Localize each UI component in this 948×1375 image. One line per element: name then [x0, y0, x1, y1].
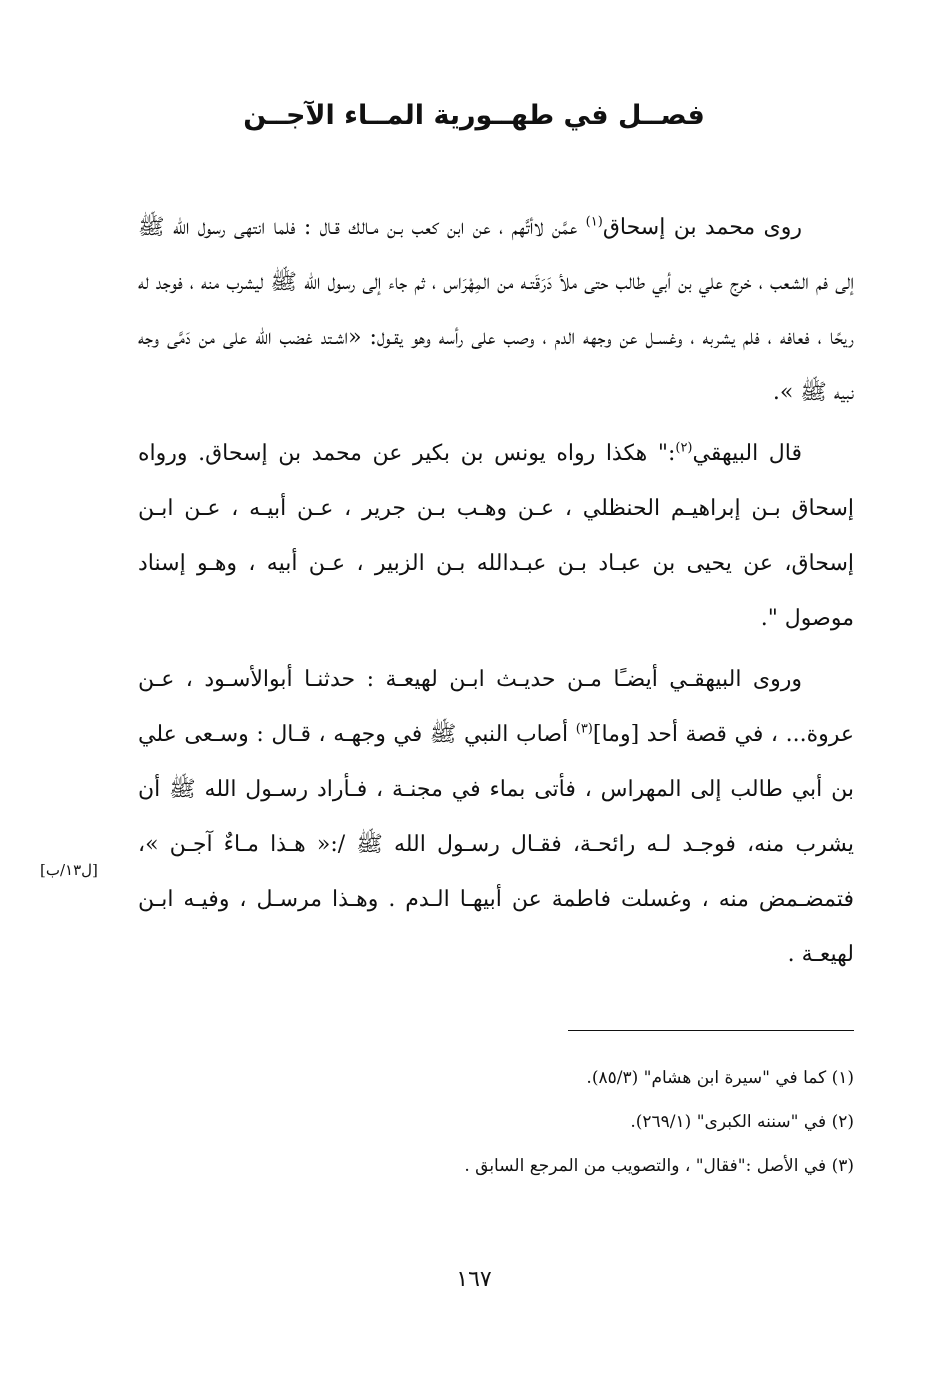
footnote-ref-1[interactable]: (١) [585, 214, 603, 230]
footnotes [138, 1056, 854, 1188]
chapter-title: فصــل في طهــورية المــاء الآجــن [243, 100, 705, 131]
page-number: ١٦٧ [456, 1267, 492, 1292]
paragraph-2 [138, 426, 854, 646]
paragraph-text: أصاب النبي ﷺ في وجهـه ، قـال : وسـعى علي بن أبي طالب إلى المهراس ، فأتى بماء في مجنـة ، فـأراد رسـول الله ﷺ أن يشرب منه، فوجـد لـه رائحـة، فقـال رسـول الله ﷺ /:« هـذا مـاءٌ آجـن »، فتمضـمض منه ، وغسلت فاطمة عن أبيهـا الـدم . وهـذا مرسـل ، وفيـه ابـن لهيعـة . [138, 722, 854, 967]
footnote-2: (٢) في "سننه الكبرى" (٢٦٩/١). [630, 1112, 854, 1132]
paragraph-text: :" هكذا رواه يونس بن بكير عن محمد بن إسحاق. ورواه إسحاق بـن إبراهيـم الحنظلي ، عـن وهـب بـن جرير ، عـن أبيـه ، عـن ابـن إسحاق، عن يحيى بن عبـاد بـن عبـدالله بـن الزبير ، عـن أبيه ، وهـو إسناد موصول ". [138, 441, 854, 631]
paragraph-text: وروى البيهقـي أيضـًا مـن حديـث ابـن لهيعـة : حدثنـا أبوالأسـود ، عـن عروة... ، في قصة أحد [وما] [138, 667, 854, 747]
footnote-1: (١) كما في "سيرة ابن هشام" (٨٥/٣). [586, 1068, 854, 1088]
footnote-divider [568, 1030, 854, 1031]
manuscript-folio-note: [ل١٣/ب] [40, 861, 98, 879]
paragraph-text: روى محمد بن إسحاق [602, 215, 803, 240]
footnote-ref-2[interactable]: (٢) [675, 440, 693, 456]
paragraph-text: عمَّن لاأتَّهم ، عن ابن كعب بـن مـالك قـال : فلما انتهى رسول الله ﷺ إلى فم الشعب ، خرج علي بن أبي طالب حتى ملأ دَرَقَتـه من المِهْرَاس ، ثم جاء إلى رسول الله ﷺ ليشرب منه ، فوجد له ريحًا ، فعافه ، فلم يشربه ، وغسـل عن وجهه الدم ، وصب على رأسه وهو يقـول: «اشـتد غضب الله على من دَمَّى وجه نبيه ﷺ ». [138, 215, 854, 405]
footnote-ref-3[interactable]: (٣) [575, 721, 593, 737]
paragraph-text: قال البيهقي [692, 441, 802, 466]
paragraph-3 [138, 652, 854, 982]
footnote-3: (٣) في الأصل :"فقال" ، والتصويب من المرجع السابق . [464, 1156, 854, 1176]
paragraph-1 [138, 200, 854, 420]
main-text [138, 200, 854, 988]
